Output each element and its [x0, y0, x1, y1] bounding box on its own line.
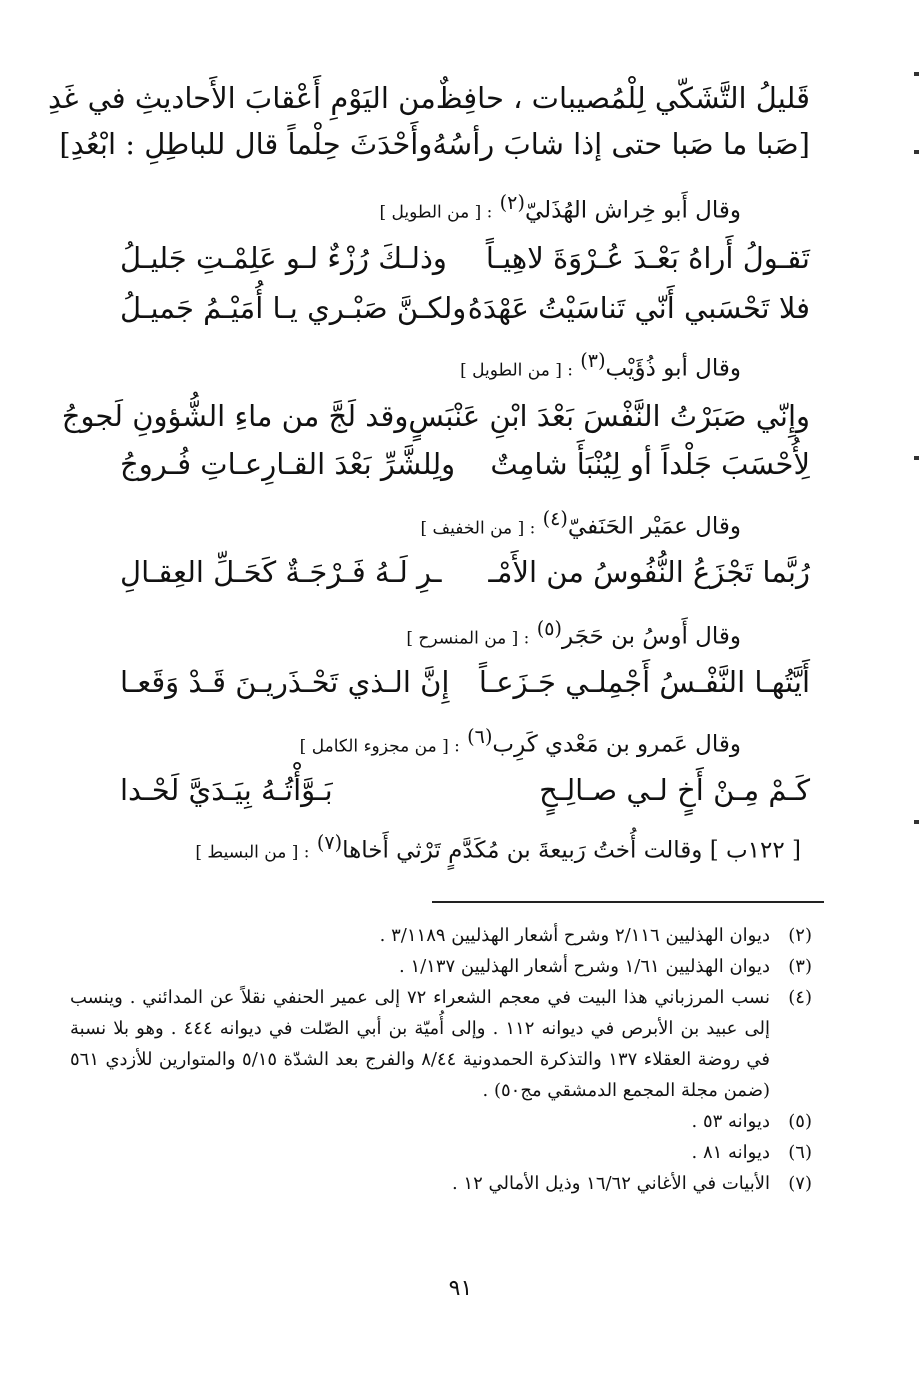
poem-meter: : [ من الطويل ] — [379, 202, 493, 223]
page-number: ٩١ — [448, 1276, 473, 1301]
verse-second-hemistich: وذلـكَ رُزْءٌ لـو عَلِمْـتِ جَليـلُ — [120, 241, 447, 275]
poem-intro — [406, 612, 741, 656]
verse-second-hemistich: ولِلشَّرِّ بَعْدَ القـارِعـاتِ فُـروجُ — [120, 447, 456, 481]
footnote-text: الأبيات في الأغاني ١٦/٦٢ وذيل الأمالي ١٢ . — [451, 1173, 770, 1194]
poem-intro-text: وقال أَبو خِراش الهُذَليّ — [524, 197, 741, 224]
poem-intro-text: وقال عمَيْر الحَنَفيّ — [567, 513, 741, 540]
footnote-ref: (٢) — [499, 191, 525, 214]
poem-intro-text: وقال أبو ذُؤَيْب — [605, 355, 741, 382]
verse-line — [120, 288, 810, 328]
poem-meter: : [ من مجزوء الكامل ] — [299, 736, 460, 757]
scan-edge-mark — [914, 820, 919, 824]
scan-edge-mark — [914, 72, 919, 76]
poem-intro-text: وقال عَمرو بن مَعْدي كَرِب — [492, 731, 741, 758]
footnote — [70, 1137, 812, 1168]
verse-first-hemistich: رُبَّما تَجْزَعُ النُّفُوسُ من الأَمْـ — [488, 555, 810, 589]
verse-first-hemistich: لِأُحْسَبَ جَلْداً أو لِيُنْبَأَ شامِتٌ — [490, 447, 810, 481]
footnote — [70, 920, 812, 951]
footnote-ref: (٧) — [316, 831, 343, 854]
poem-intro — [379, 186, 741, 230]
footnote-number: (٦) — [788, 1142, 812, 1163]
verse-second-hemistich: وقد لَجَّ من ماءِ الشُّؤونِ لَجوجُ — [61, 399, 409, 433]
footnote — [70, 951, 812, 982]
poem-intro — [195, 826, 801, 870]
poem-intro-text: وقال أَوسُ بن حَجَر — [562, 623, 741, 650]
footnote-number: (٤) — [788, 987, 812, 1008]
footnote-text: نسب المرزباني هذا البيت في معجم الشعراء ٧٢ إلى عمير الحنفي نقلاً عن المدائني . وينسب إلى عبيد بن الأبرص في ديوانه ١١٢ . وإلى أُميّة بن أبي الصّلت في ديوانه ٤٤٤ . وهو بلا نسبة في روضة العقلاء ١٣٧ والتذكرة الحمدونية ٨/٤٤ والفرج بعد الشدّة ٥/١٥ والمتوارين للأزدي ٥٦١ (ضمن مجلة المجمع الدمشقي مج٥٠) . — [70, 987, 771, 1101]
verse-line — [48, 78, 810, 118]
poem-meter: : [ من الخفيف ] — [420, 518, 536, 539]
footnotes — [70, 920, 812, 1199]
footnote-number: (٥) — [788, 1111, 812, 1132]
verse-line — [120, 662, 810, 702]
footnote-number: (٣) — [788, 956, 812, 977]
footnote-ref: (٥) — [536, 617, 562, 640]
poem-meter: : [ من البسيط ] — [195, 842, 310, 863]
poem-intro — [420, 502, 741, 546]
footnote-text: ديوانه ٨١ . — [691, 1142, 770, 1163]
verse-line — [120, 552, 810, 592]
footnote-text: ديوان الهذليين ١/٦١ وشرح أشعار الهذليين ١/١٣٧ . — [399, 956, 770, 977]
verse-second-hemistich: وأَحْدَثَ حِلْماً قال للباطِلِ : ابْعُدِ] — [59, 127, 433, 161]
verse-first-hemistich: قَليلُ التَّشَكّي لِلْمُصيبات ، حافِظٌ — [435, 81, 810, 115]
verse-second-hemistich: بَـوَّأْتُـهُ بِيَـدَيَّ لَحْـدا — [120, 773, 333, 807]
footnote — [70, 1106, 812, 1137]
verse-second-hemistich: إِنَّ الـذي تَحْـذَريـنَ قَـدْ وَقَعـا — [120, 665, 450, 699]
footnote — [70, 982, 812, 1106]
footnote-text: ديوان الهذليين ٢/١١٦ وشرح أشعار الهذليين ٣/١١٨٩ . — [379, 925, 770, 946]
verse-first-hemistich: فلا تَحْسَبي أَنّي تَناسَيْتُ عَهْدَهُ — [467, 291, 810, 325]
poem-intro — [300, 720, 741, 764]
scan-edge-mark — [914, 456, 919, 460]
poem-meter: : [ من المنسرح ] — [406, 628, 530, 649]
verse-first-hemistich: كَـمْ مِـنْ أَخٍ لـي صـالِـحٍ — [539, 773, 810, 807]
verse-line — [120, 444, 810, 484]
footnote-number: (٢) — [788, 925, 812, 946]
verse-first-hemistich: أَيَّتُهـا النَّفْـسُ أَجْمِلـي جَـزَعـاً — [478, 665, 810, 699]
verse-first-hemistich: وإِنّي صَبَرْتُ النَّفْسَ بَعْدَ ابْنِ عَنْبَسٍ — [408, 399, 810, 433]
poem-intro-text: [ ١٢٢ب ] وقالت أُختُ رَبيعةَ بن مُكَدَّمٍ تَرْثي أَخاها — [342, 837, 801, 864]
footnote-ref: (٤) — [542, 507, 568, 530]
poem-meter: : [ من الطويل ] — [460, 360, 573, 381]
verse-first-hemistich: [صَبا ما صَبا حتى إذا شابَ رأسُهُ — [432, 127, 810, 161]
scan-edge-mark — [914, 150, 919, 154]
verse-second-hemistich: ولكـنَّ صَبْـري يـا أُمَيْـمُ جَميـلُ — [120, 291, 467, 325]
footnote — [70, 1168, 812, 1199]
footnote-ref: (٦) — [467, 725, 493, 748]
footnote-ref: (٣) — [580, 349, 606, 372]
verse-second-hemistich: ـرِ لَـهُ فَـرْجَـةٌ كَحَـلِّ العِقـالِ — [120, 555, 442, 589]
footnote-number: (٧) — [788, 1173, 812, 1194]
footnote-text: ديوانه ٥٣ . — [691, 1111, 770, 1132]
verse-line — [61, 396, 810, 436]
verse-second-hemistich: من اليَوْمِ أَعْقابَ الأَحاديثِ في غَدِ — [48, 81, 436, 115]
footnote-separator — [432, 901, 824, 903]
verse-line — [59, 124, 810, 164]
verse-line — [120, 770, 810, 810]
poem-intro — [460, 344, 741, 388]
verse-line — [120, 238, 810, 278]
verse-first-hemistich: تَقـولُ أَراهُ بَعْـدَ عُـرْوَةَ لاهِيـاً — [485, 241, 810, 275]
